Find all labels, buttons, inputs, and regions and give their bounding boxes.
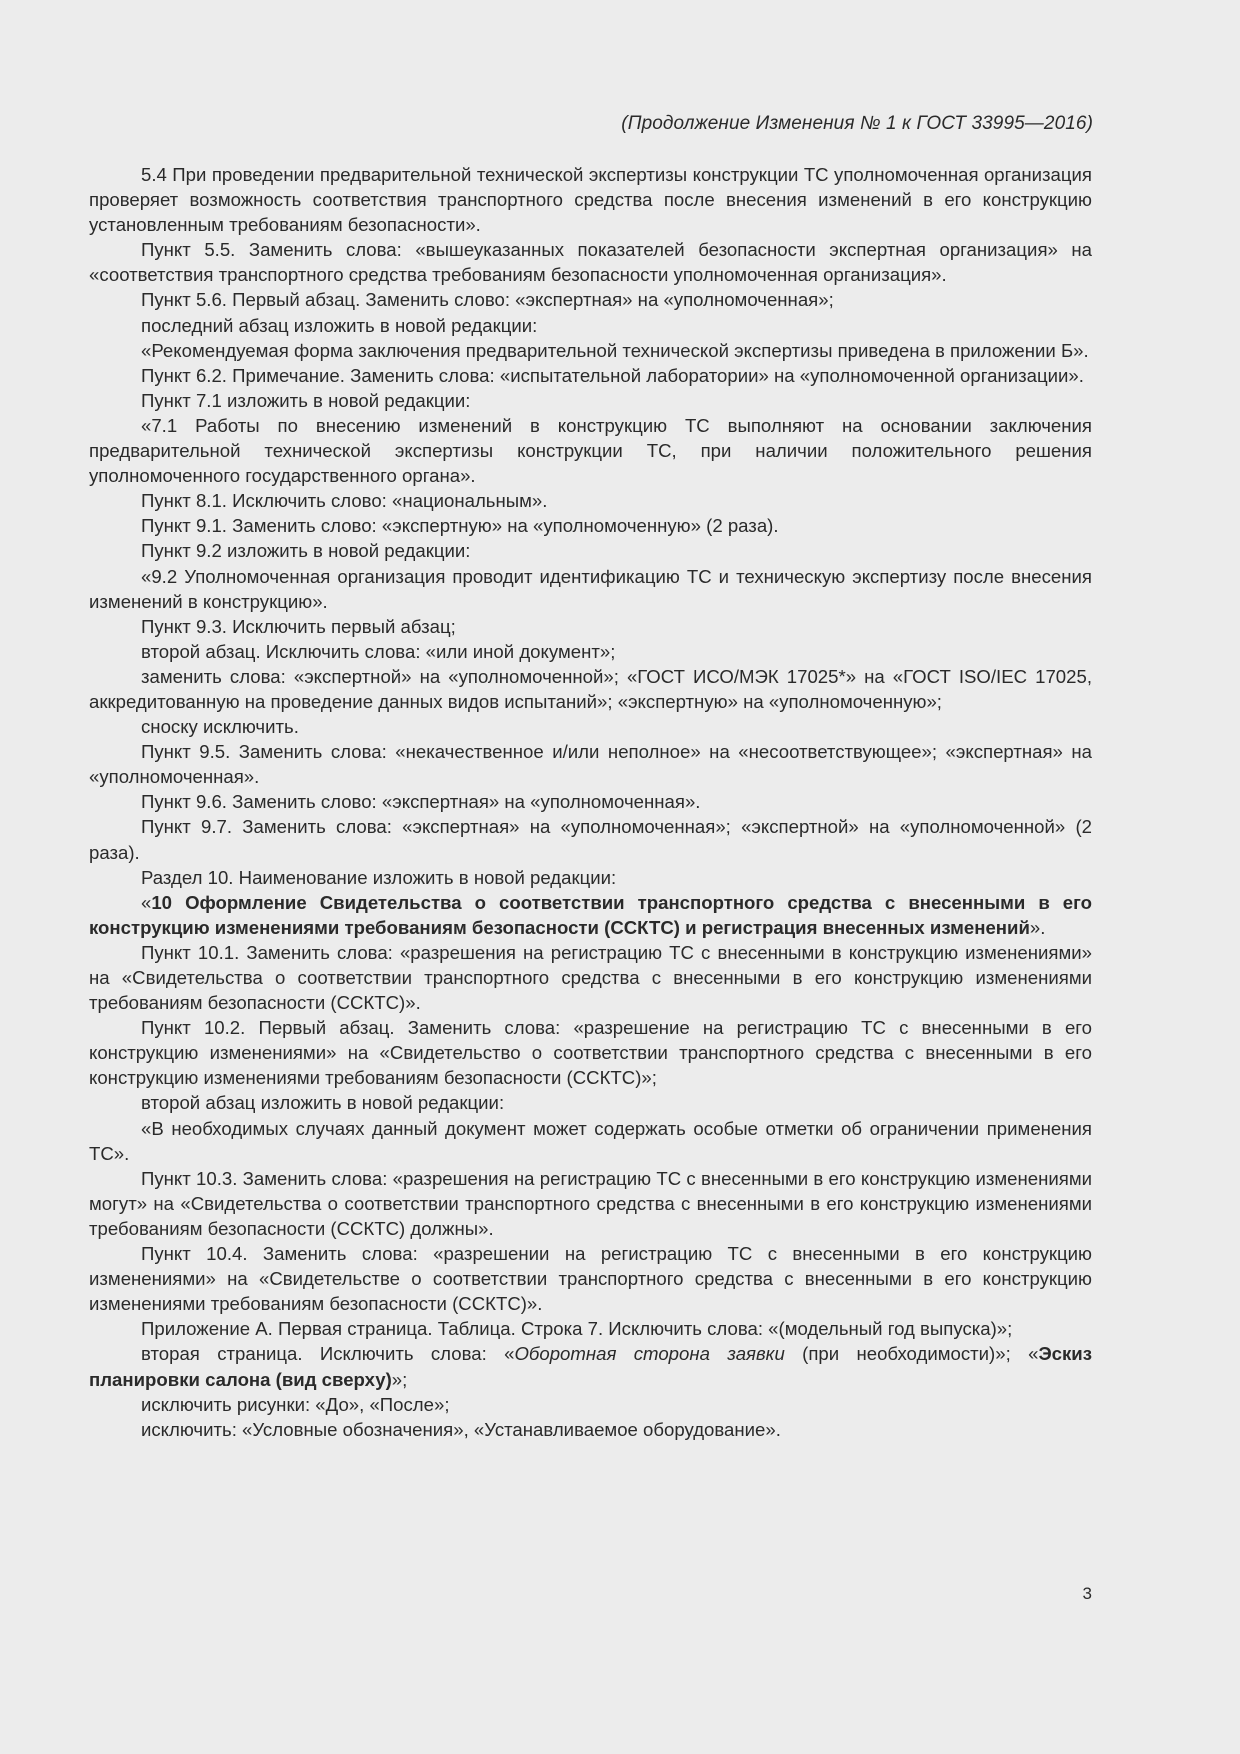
- text-run: Пункт 9.5. Заменить слова: «некачественное и/или неполное» на «несоответствующее»; «экспертная» на «уполномоченная».: [89, 741, 1092, 788]
- text-run: Пункт 9.7. Заменить слова: «экспертная» на «уполномоченная»; «экспертной» на «уполномоченной» (2 раза).: [89, 816, 1092, 863]
- text-run: (при необходимости)»; «: [784, 1343, 1039, 1365]
- text-run: «: [141, 891, 152, 913]
- text-run: исключить рисунки: «До», «После»;: [141, 1393, 450, 1415]
- paragraph: [89, 940, 1092, 1015]
- text-run: «7.1 Работы по внесению изменений в конструкцию ТС выполняют на основании заключения предварительной технической экспертизы конструкции ТС, при наличии положительного решения уполномоченного государственного органа».: [89, 414, 1092, 487]
- paragraph: [89, 388, 1092, 413]
- text-run: Пункт 6.2. Примечание. Заменить слова: «испытательной лаборатории» на «уполномоченной организации».: [141, 364, 1084, 386]
- paragraph: [89, 363, 1092, 388]
- text-run: »;: [391, 1368, 408, 1390]
- text-run: сноску исключить.: [141, 716, 299, 738]
- paragraph: [89, 538, 1092, 563]
- paragraph: [89, 890, 1092, 940]
- text-run: второй абзац изложить в новой редакции:: [141, 1092, 505, 1114]
- paragraph: [89, 1090, 1092, 1115]
- text-run: Пункт 9.1. Заменить слово: «экспертную» на «уполномоченную» (2 раза).: [141, 515, 779, 537]
- paragraph: [89, 1316, 1092, 1341]
- text-run: исключить: «Условные обозначения», «Устанавливаемое оборудование».: [141, 1418, 781, 1440]
- paragraph: [89, 1417, 1092, 1442]
- text-run: Раздел 10. Наименование изложить в новой редакции:: [141, 866, 617, 888]
- document-body: [89, 162, 1092, 1442]
- text-run: Пункт 7.1 изложить в новой редакции:: [141, 389, 471, 411]
- paragraph: [89, 287, 1092, 312]
- paragraph: [89, 1392, 1092, 1417]
- text-run: Пункт 10.2. Первый абзац. Заменить слова: «разрешение на регистрацию ТС с внесенными в его конструкцию изменениями» на «Свидетельство о соответствии транспортного средства с внесенными в его конструкцию изменениями требованиям безопасности (ССКТС)»;: [89, 1017, 1092, 1089]
- page-header: (Продолжение Изменения № 1 к ГОСТ 33995—2016): [621, 113, 1093, 134]
- paragraph: [89, 564, 1092, 614]
- paragraph: [89, 739, 1092, 789]
- paragraph: [89, 413, 1092, 488]
- text-run: Пункт 5.5. Заменить слова: «вышеуказанных показателей безопасности экспертная организация» на «соответствия транспортного средства требованиям безопасности уполномоченная организация».: [89, 239, 1092, 286]
- text-run: Пункт 10.4. Заменить слова: «разрешении на регистрацию ТС с внесенными в его конструкцию изменениями» на «Свидетельстве о соответствии транспортного средства с внесенными в его конструкцию изменениями требованиям безопасности (ССКТС)».: [89, 1243, 1092, 1315]
- paragraph: [89, 338, 1092, 363]
- paragraph: [89, 789, 1092, 814]
- bold-text: Эскиз планировки салона (вид сверху): [89, 1343, 1092, 1390]
- text-run: «9.2 Уполномоченная организация проводит идентификацию ТС и техническую экспертизу после внесения изменений в конструкцию».: [89, 565, 1092, 612]
- paragraph: [89, 1015, 1092, 1090]
- paragraph: [89, 1241, 1092, 1316]
- paragraph: [89, 237, 1092, 287]
- text-run: Пункт 5.6. Первый абзац. Заменить слово: «экспертная» на «уполномоченная»;: [141, 289, 834, 311]
- paragraph: [89, 1116, 1092, 1166]
- paragraph: [89, 865, 1092, 890]
- text-run: второй абзац. Исключить слова: «или иной документ»;: [141, 640, 616, 662]
- text-run: ».: [1029, 916, 1046, 938]
- text-run: заменить слова: «экспертной» на «уполномоченной»; «ГОСТ ИСО/МЭК 17025*» на «ГОСТ ISO/IEC 17025, аккредитованную на проведение данных видов испытаний»; «экспертную» на «уполномоченную»;: [89, 665, 1092, 712]
- text-run: «Рекомендуемая форма заключения предварительной технической экспертизы приведена в приложении Б».: [141, 339, 1089, 361]
- text-run: Пункт 9.2 изложить в новой редакции:: [141, 540, 471, 562]
- bold-text: 10 Оформление Свидетельства о соответствии транспортного средства с внесенными в его конструкцию изменениями требованиям безопасности (ССКТС) и регистрация внесенных изменений: [89, 891, 1092, 938]
- paragraph: [89, 162, 1092, 237]
- italic-text: Оборотная сторона заявки: [514, 1343, 785, 1365]
- text-run: Пункт 10.3. Заменить слова: «разрешения на регистрацию ТС с внесенными в его конструкцию изменениями могут» на «Свидетельства о соответствии транспортного средства с внесенными в его конструкцию изменениями требованиям безопасности (ССКТС) должны».: [89, 1167, 1092, 1239]
- paragraph: [89, 639, 1092, 664]
- text-run: Пункт 8.1. Исключить слово: «национальным».: [141, 490, 548, 512]
- page-number: 3: [1082, 1584, 1092, 1603]
- paragraph: [89, 1166, 1092, 1241]
- text-run: Приложение А. Первая страница. Таблица. Строка 7. Исключить слова: «(модельный год выпуска)»;: [141, 1318, 1013, 1340]
- paragraph: [89, 664, 1092, 714]
- paragraph: [89, 714, 1092, 739]
- text-run: вторая страница. Исключить слова: «: [141, 1343, 515, 1365]
- text-run: Пункт 10.1. Заменить слова: «разрешения на регистрацию ТС с внесенными в конструкцию изменениями» на «Свидетельства о соответствии транспортного средства с внесенными в его конструкцию изменениями требованиям безопасности (ССКТС)».: [89, 941, 1092, 1014]
- paragraph: [89, 313, 1092, 338]
- paragraph: [89, 1341, 1092, 1391]
- paragraph: [89, 513, 1092, 538]
- paragraph: [89, 488, 1092, 513]
- text-run: «В необходимых случаях данный документ может содержать особые отметки об ограничении применения ТС».: [89, 1117, 1092, 1164]
- text-run: Пункт 9.3. Исключить первый абзац;: [141, 615, 456, 637]
- text-run: Пункт 9.6. Заменить слово: «экспертная» на «уполномоченная».: [141, 791, 701, 813]
- text-run: 5.4 При проведении предварительной технической экспертизы конструкции ТС уполномоченная организация проверяет возможность соответствия транспортного средства после внесения изменений в его конструкцию установленным требованиям безопасности».: [89, 164, 1092, 236]
- paragraph: [89, 614, 1092, 639]
- paragraph: [89, 814, 1092, 864]
- text-run: последний абзац изложить в новой редакции:: [141, 314, 538, 336]
